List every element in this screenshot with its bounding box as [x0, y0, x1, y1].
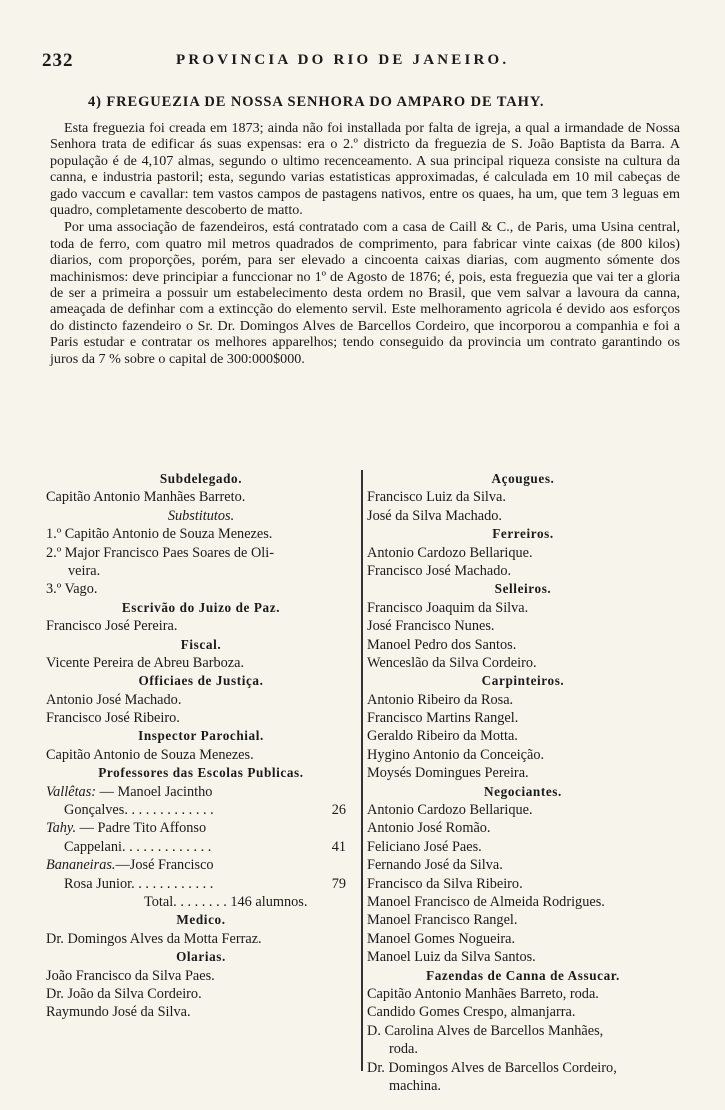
heading-ferreiros: Ferreiros.	[492, 526, 554, 542]
heading-medico: Medico.	[176, 912, 226, 928]
school-place: Bananeiras.	[46, 857, 116, 874]
list-item: Manoel Luiz da Silva Santos.	[367, 949, 536, 966]
heading-inspector: Inspector Parochial.	[138, 728, 264, 744]
section-heading: 4) FREGUEZIA DE NOSSA SENHORA DO AMPARO DE TAHY.	[88, 94, 545, 110]
list-item: 1.º Capitão Antonio de Souza Menezes.	[46, 526, 273, 543]
pupil-total: Total. . . . . . . . 146 alumnos.	[144, 893, 308, 910]
teacher-name: Gonçalves. . . . . . . . . . . . .	[64, 802, 214, 819]
column-divider	[361, 470, 363, 1071]
section-body	[50, 120, 680, 367]
list-item: Raymundo José da Silva.	[46, 1004, 191, 1021]
list-item: Francisco da Silva Ribeiro.	[367, 875, 523, 892]
list-item: Francisco José Machado.	[367, 562, 512, 579]
list-item-continuation: roda.	[389, 1041, 418, 1058]
heading-professores: Professores das Escolas Publicas.	[98, 765, 304, 781]
list-item: Manoel Francisco de Almeida Rodrigues.	[367, 893, 605, 910]
left-column	[46, 470, 356, 1022]
list-item: Francisco Joaquim da Silva.	[367, 599, 529, 616]
teacher-name: Rosa Junior. . . . . . . . . . . .	[64, 875, 214, 892]
school-place: Tahy.	[46, 820, 77, 837]
list-item: Antonio José Romão.	[367, 820, 491, 837]
list-item: Dr. Domingos Alves da Motta Ferraz.	[46, 930, 262, 947]
heading-subdelegado: Subdelegado.	[159, 471, 243, 486]
list-item: 2.º Major Francisco Paes Soares de Oli-	[46, 544, 274, 561]
school-place: Vallêtas:	[46, 783, 97, 800]
list-item: Francisco Martins Rangel.	[367, 710, 519, 727]
list-item: Wenceslão da Silva Cordeiro.	[367, 654, 537, 671]
list-item: José Francisco Nunes.	[367, 618, 495, 635]
list-item: Dr. Domingos Alves de Barcellos Cordeiro,	[367, 1059, 617, 1076]
list-item-continuation: machina.	[389, 1077, 442, 1094]
pupil-count: 26	[331, 802, 346, 819]
teacher-name: — Padre Tito Affonso	[76, 820, 207, 837]
list-item: Antonio José Machado.	[46, 691, 182, 708]
teacher-name: —José Francisco	[115, 857, 214, 874]
list-item: Manoel Francisco Rangel.	[367, 912, 518, 929]
list-item: Vicente Pereira de Abreu Barboza.	[46, 654, 245, 671]
heading-fazendas: Fazendas de Canna de Assucar.	[426, 967, 620, 983]
paragraph-1: Esta freguezia foi creada em 1873; ainda não foi installada por falta de igreja, a qual a irmandade de Nossa Senhora trata de edificar ás suas expensas: era o 2.º districto da freguezia de S. João Baptista da Barra. A população é de 4,107 almas, segundo o ultimo recenceamento. A sua principal riqueza consiste na cultura da canna, e industria pastoril; esta, segundo varias estatisticas approximadas, é calculada em 10 mil cabeças de gado vaccum e cavallar: tem vastos campos de pastagens nativos, entre os quaes, ha um, que tem 3 leguas em quadro, completamente descoberto de matto.	[50, 120, 680, 219]
list-item: Fernando José da Silva.	[367, 857, 503, 874]
list-item: Candido Gomes Crespo, almanjarra.	[367, 1004, 576, 1021]
school-entry	[46, 856, 356, 874]
heading-escrivao: Escrivão do Juizo de Paz.	[121, 599, 281, 615]
heading-selleiros: Selleiros.	[494, 581, 552, 597]
right-column	[367, 470, 679, 1095]
heading-acougues: Açougues.	[491, 471, 555, 486]
list-item: Manoel Pedro dos Santos.	[367, 636, 517, 653]
list-item: Francisco José Ribeiro.	[46, 710, 180, 727]
heading-officiaes: Officiaes de Justiça.	[138, 673, 264, 689]
list-item: Capitão Antonio Manhães Barreto.	[46, 489, 246, 506]
list-item: Antonio Cardozo Bellarique.	[367, 802, 533, 819]
list-item: Manoel Gomes Nogueira.	[367, 930, 516, 947]
running-title: PROVINCIA DO RIO DE JANEIRO.	[176, 52, 510, 68]
teacher-name: Cappelani. . . . . . . . . . . . .	[64, 838, 212, 855]
list-item: Capitão Antonio Manhães Barreto, roda.	[367, 985, 599, 1002]
paragraph-2: Por uma associação de fazendeiros, está contratado com a casa de Caill & C., de Paris, uma Usina central, toda de ferro, com quatro mil metros quadrados de comprimento, para fabricar vinte caixas (de 800 kilos) diarios, com proporções, porém, para ser elevado a cincoenta caixas diarias, com augmento sómente dos machinismos: deve principiar a funccionar no 1º de Agosto de 1876; é, pois, esta freguezia que vai ter a gloria de ser a primeira a possuir um estabelecimento desta ordem no Brasil, que vem salvar a lavoura da canna, ameaçada de definhar com a extincção do elemento servil. Este melhoramento agricola é devido aos esforços do distincto fazendeiro o Sr. Dr. Domingos Alves de Barcellos Cordeiro, que incorporou a companhia e foi a Paris estudar e contratar os melhores apparelhos; tendo conseguido da provincia um contrato garantindo os juros da 7 % sobre o capital de 300:000$000.	[50, 219, 680, 367]
list-item: Geraldo Ribeiro da Motta.	[367, 728, 518, 745]
list-item: Moysés Domingues Pereira.	[367, 765, 529, 782]
pupil-count: 41	[331, 838, 346, 855]
list-item: Feliciano José Paes.	[367, 838, 482, 855]
pupil-count: 79	[331, 875, 346, 892]
list-item: Capitão Antonio de Souza Menezes.	[46, 746, 254, 763]
page-number: 232	[42, 50, 74, 71]
school-entry	[46, 783, 356, 801]
list-item: José da Silva Machado.	[367, 507, 502, 524]
school-entry-continuation	[46, 801, 356, 819]
list-item: D. Carolina Alves de Barcellos Manhães,	[367, 1022, 604, 1039]
school-entry-continuation	[46, 875, 356, 893]
school-entry	[46, 819, 356, 837]
heading-carpinteiros: Carpinteiros.	[481, 673, 565, 689]
list-item: 3.º Vago.	[46, 581, 98, 598]
heading-olarias: Olarias.	[176, 949, 226, 965]
heading-substitutos: Substitutos.	[167, 507, 235, 524]
list-item: Francisco Luiz da Silva.	[367, 489, 506, 506]
list-item: Hygino Antonio da Conceição.	[367, 746, 545, 763]
school-entry-continuation	[46, 838, 356, 856]
heading-fiscal: Fiscal.	[180, 636, 222, 652]
list-item-continuation: veira.	[68, 562, 101, 579]
list-item: João Francisco da Silva Paes.	[46, 967, 215, 984]
teacher-name: — Manoel Jacintho	[96, 783, 213, 800]
list-item: Francisco José Pereira.	[46, 618, 178, 635]
list-item: Antonio Cardozo Bellarique.	[367, 544, 533, 561]
list-item: Dr. João da Silva Cordeiro.	[46, 985, 202, 1002]
heading-negociantes: Negociantes.	[484, 783, 562, 799]
list-item: Antonio Ribeiro da Rosa.	[367, 691, 514, 708]
